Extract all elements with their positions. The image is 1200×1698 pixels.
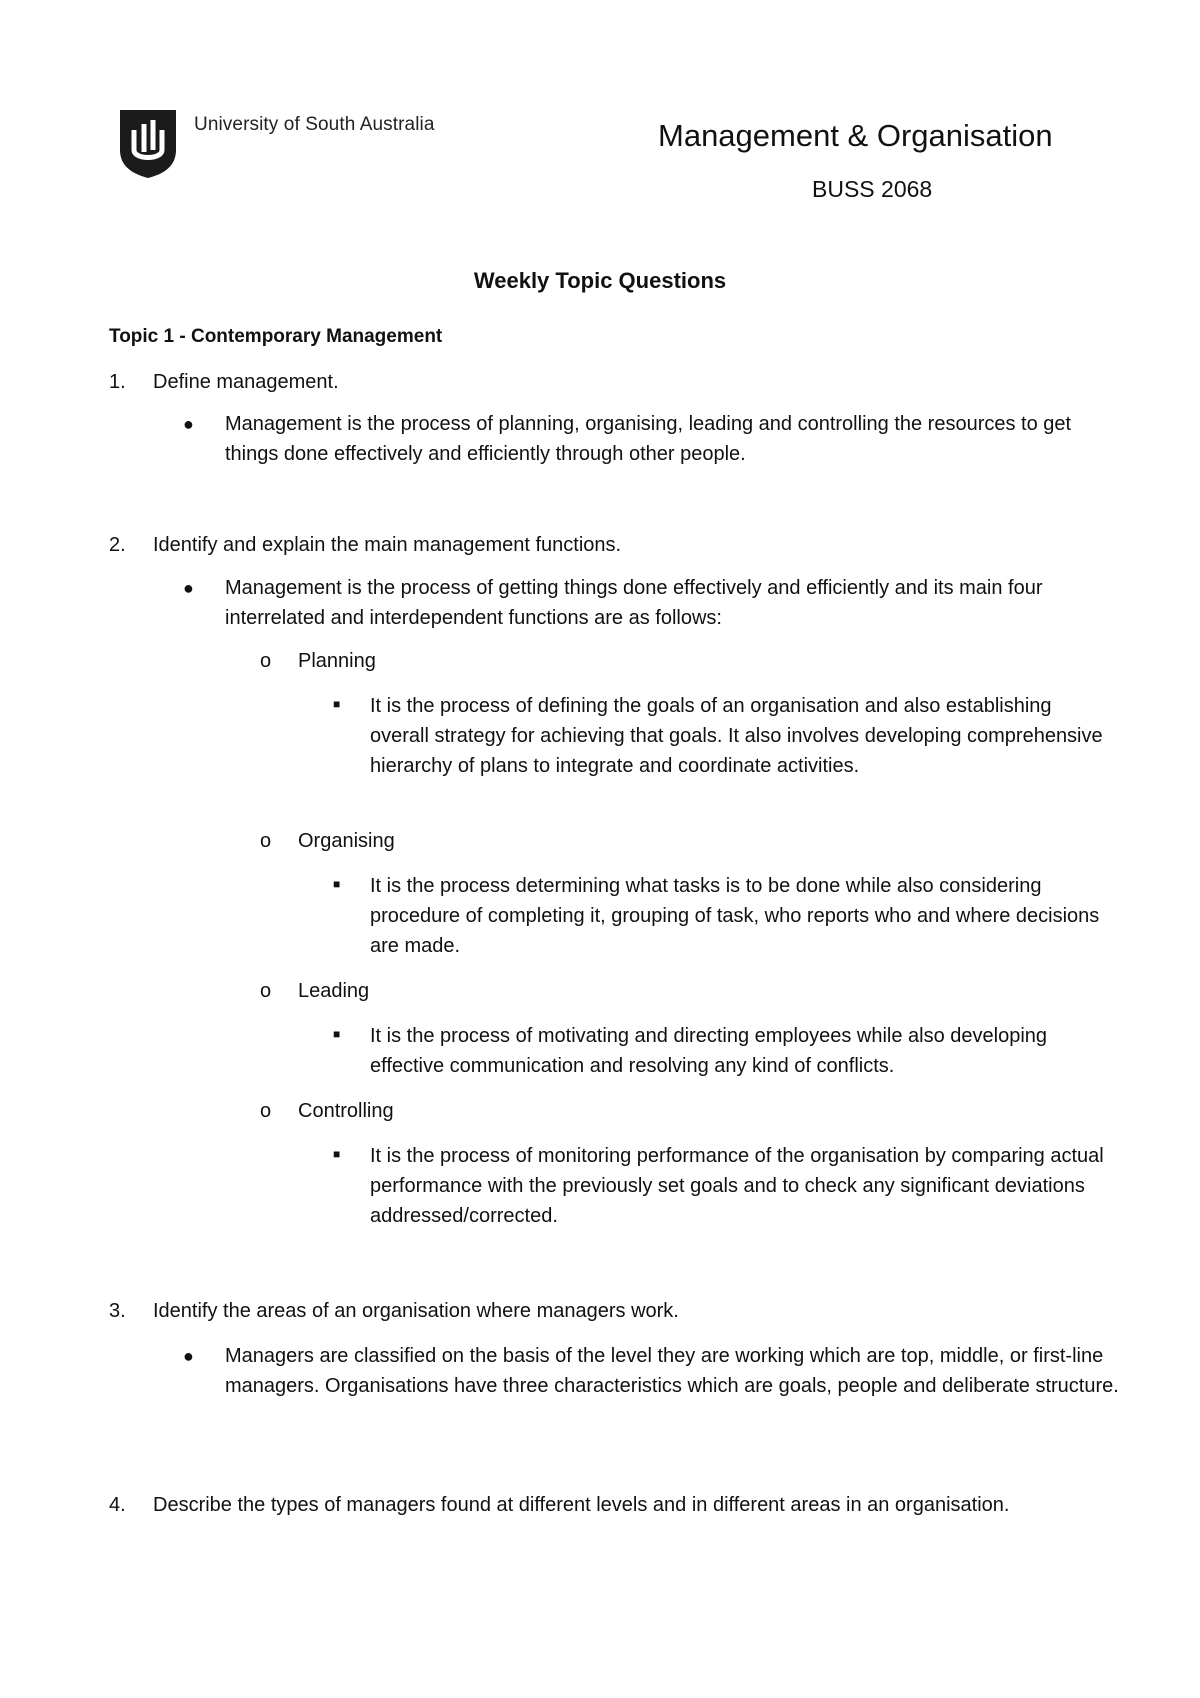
bullet-icon: ● xyxy=(183,578,194,598)
question-number: 1. xyxy=(109,371,126,393)
sub-bullet-icon: o xyxy=(260,830,272,852)
question-text: Define management. xyxy=(153,371,339,393)
course-title: Management & Organisation xyxy=(658,118,1053,153)
question-text: Identify and explain the main management functions. xyxy=(153,534,622,556)
answer-text: Management is the process of getting things done effectively and efficiently and its main four interrelated and interdependent functions are as follows: xyxy=(225,577,1043,629)
function-detail: It is the process determining what tasks is to be done while also considering procedure of completing it, grouping of task, who reports who and where decisions are made. xyxy=(370,875,1100,957)
function-name: Controlling xyxy=(298,1100,394,1122)
function-name: Organising xyxy=(298,830,395,852)
sub-bullet-icon: o xyxy=(260,1100,272,1122)
sub-bullet-icon: o xyxy=(260,980,272,1002)
university-shield-icon xyxy=(120,110,176,178)
question-number: 4. xyxy=(109,1494,126,1516)
topic-heading: Topic 1 - Contemporary Management xyxy=(109,326,443,347)
square-bullet-icon: ■ xyxy=(333,1027,341,1041)
sub-bullet-icon: o xyxy=(260,650,272,672)
question-text: Describe the types of managers found at different levels and in different areas in an organisation. xyxy=(153,1494,1010,1516)
university-name: University of South Australia xyxy=(194,114,435,135)
question-text: Identify the areas of an organisation where managers work. xyxy=(153,1300,679,1322)
bullet-icon: ● xyxy=(183,1346,194,1366)
question-number: 3. xyxy=(109,1300,126,1322)
square-bullet-icon: ■ xyxy=(333,877,341,891)
answer-text: Management is the process of planning, organising, leading and controlling the resources to get things done effectively and efficiently through other people. xyxy=(225,413,1072,465)
function-name: Planning xyxy=(298,650,376,672)
function-detail: It is the process of monitoring performance of the organisation by comparing actual performance with the previously set goals and to check any significant deviations addressed/corrected. xyxy=(370,1145,1104,1227)
function-name: Leading xyxy=(298,980,370,1002)
course-code: BUSS 2068 xyxy=(812,176,933,202)
university-logo xyxy=(120,110,435,178)
function-detail: It is the process of defining the goals of an organisation and also establishing overall strategy for achieving that goals. It also involves developing comprehensive hierarchy of plans to integrate and coordinate activities. xyxy=(370,695,1103,777)
square-bullet-icon: ■ xyxy=(333,1147,341,1161)
document-title: Weekly Topic Questions xyxy=(473,268,727,293)
answer-text: Managers are classified on the basis of the level they are working which are top, middle, or first-line managers. Organisations have three characteristics which are goals, people and deliberate structure. xyxy=(225,1345,1119,1397)
bullet-icon: ● xyxy=(183,414,194,434)
function-detail: It is the process of motivating and directing employees while also developing effective communication and resolving any kind of conflicts. xyxy=(370,1025,1048,1077)
question-number: 2. xyxy=(109,534,126,556)
square-bullet-icon: ■ xyxy=(333,697,341,711)
